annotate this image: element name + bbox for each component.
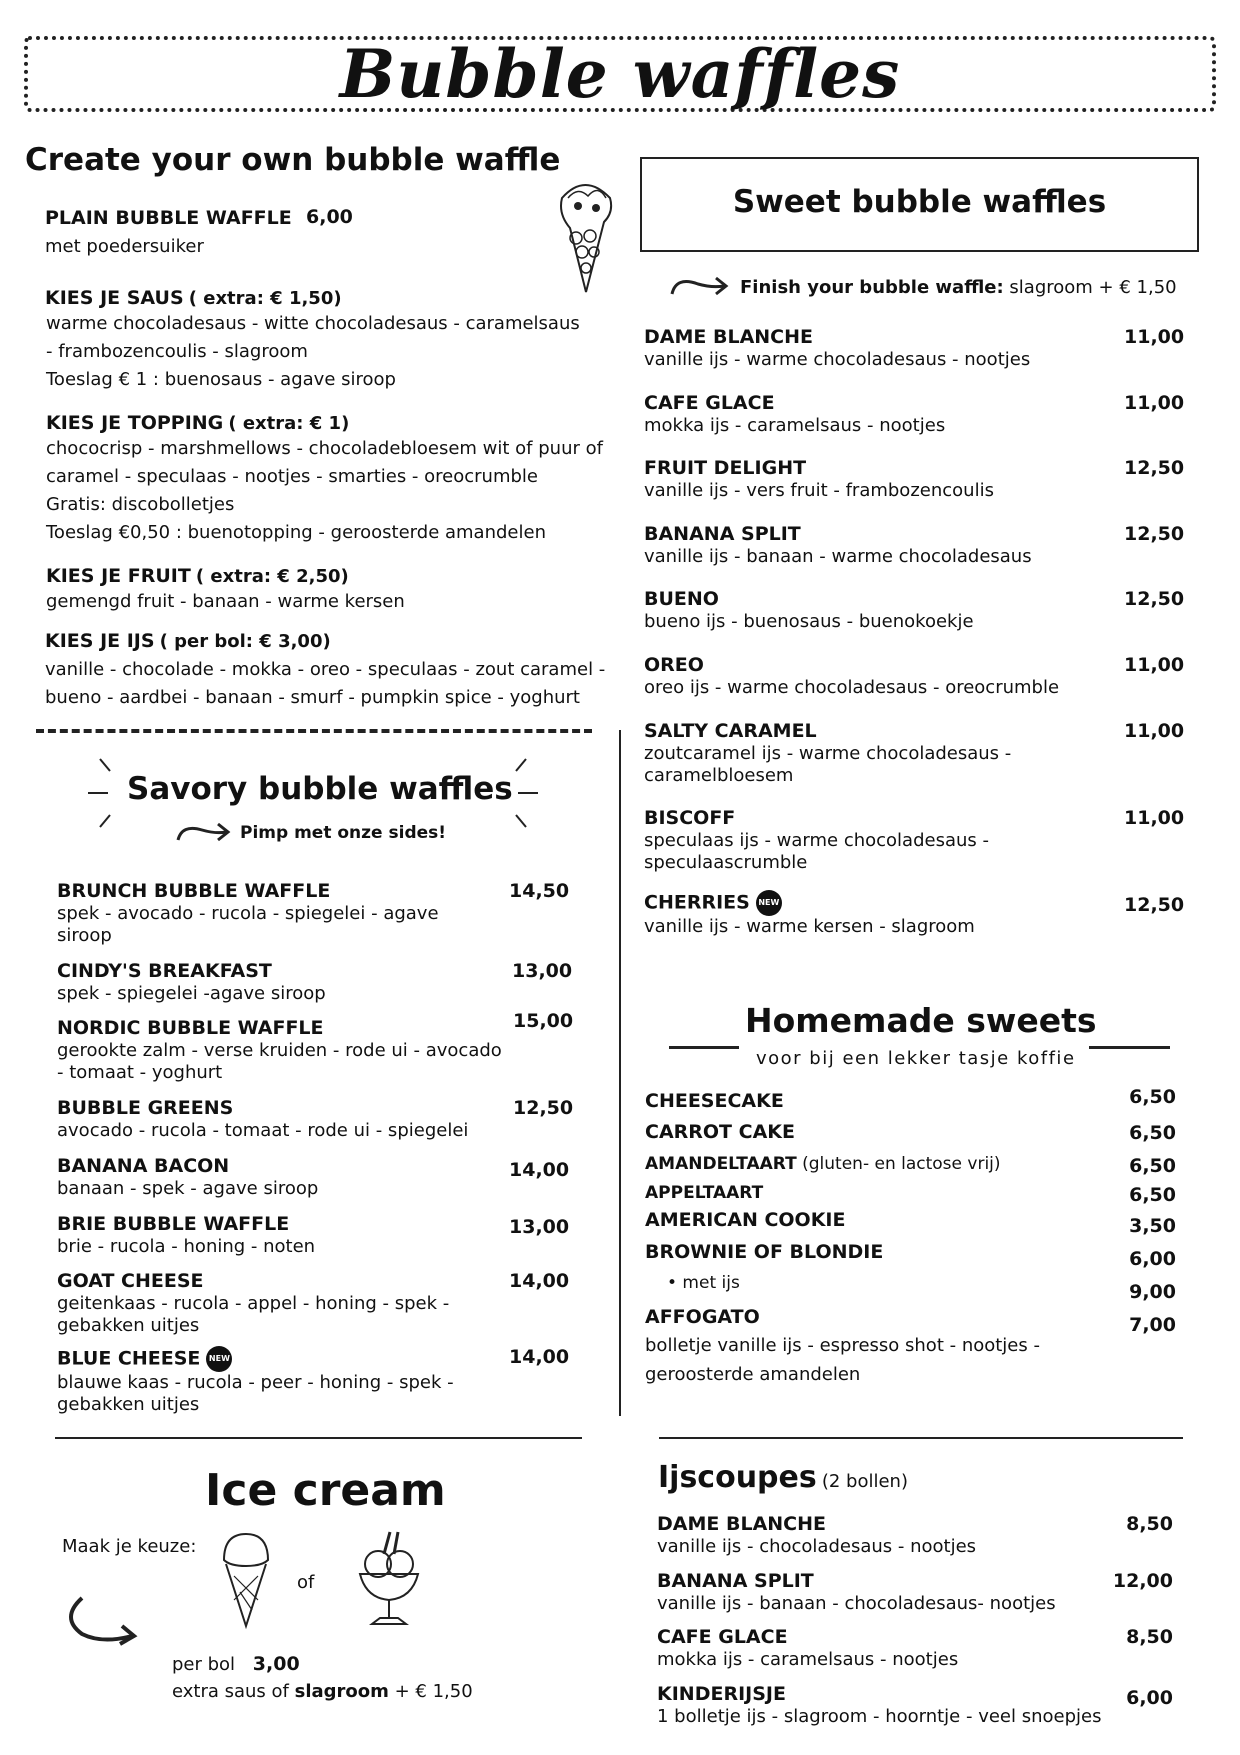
- savory-item: [57, 1346, 577, 1416]
- homemade-rule-right: [1089, 1046, 1170, 1049]
- coupe-item-desc: vanille ijs - chocoladesaus - nootjes: [657, 1536, 977, 1557]
- ijs-line-1: vanille - chocolade - mokka - oreo - speculaas - zout caramel -: [45, 659, 606, 680]
- topping-line-1: chococrisp - marshmellows - chocoladebloesem wit of puur of: [46, 438, 603, 459]
- ijs-line-2: bueno - aardbei - banaan - smurf - pumpkin spice - yoghurt: [45, 687, 580, 708]
- coupe-item-name: DAME BLANCHE: [657, 1513, 826, 1535]
- sweet-item: [644, 457, 1185, 502]
- finish-line: [740, 277, 1177, 298]
- savory-item-name-text: BLUE CHEESE: [57, 1347, 201, 1370]
- coupe-item-price: 8,50: [1126, 1626, 1173, 1648]
- coupe-item-desc: 1 bolletje ijs - slagroom - hoorntje - veel snoepjes: [657, 1706, 1102, 1727]
- savory-item-desc: avocado - rucola - tomaat - rode ui - spiegelei: [57, 1120, 469, 1141]
- carrot-name: CARROT CAKE: [645, 1121, 795, 1143]
- saus-extra: ( extra: € 1,50): [188, 288, 342, 309]
- sweet-item-name: SALTY CARAMEL: [644, 720, 817, 742]
- cheesecake-name: CHEESECAKE: [645, 1090, 784, 1112]
- sweet-item-price: 12,50: [1124, 457, 1185, 479]
- plain-waffle-desc: met poedersuiker: [45, 236, 204, 257]
- coupe-item: [657, 1626, 1177, 1671]
- savory-item-name: BRIE BUBBLE WAFFLE: [57, 1213, 290, 1235]
- coupe-item: [657, 1683, 1177, 1728]
- sweet-item-price: 12,50: [1124, 523, 1185, 545]
- sweet-item: [644, 720, 1185, 787]
- savory-item-price: 14,00: [509, 1159, 570, 1181]
- burst-left-icon: [84, 755, 124, 831]
- savory-item-name: BRUNCH BUBBLE WAFFLE: [57, 880, 331, 902]
- savory-item-name: BANANA BACON: [57, 1155, 230, 1177]
- sweet-item-name-text: CHERRIES: [644, 891, 750, 914]
- savory-item-price: 13,00: [509, 1216, 570, 1238]
- saus-line-3: Toeslag € 1 : buenosaus - agave siroop: [46, 369, 396, 390]
- sweet-item-desc: vanille ijs - vers fruit - frambozencoulis: [644, 480, 994, 501]
- saus-line-1: warme chocoladesaus - witte chocoladesaus - caramelsaus: [46, 313, 580, 334]
- ijscoupes-note: (2 bollen): [821, 1471, 908, 1492]
- arrow-icon: [666, 272, 732, 304]
- coupe-item-price: 12,00: [1112, 1570, 1173, 1592]
- sweet-item-desc: oreo ijs - warme chocoladesaus - oreocrumble: [644, 677, 1060, 698]
- sweet-item-name: FRUIT DELIGHT: [644, 457, 807, 479]
- savory-heading: Savory bubble waffles: [127, 771, 513, 807]
- amandel-note: (gluten- en lactose vrij): [796, 1154, 1001, 1174]
- sweet-item-desc: zoutcaramel ijs - warme chocoladesaus -: [644, 743, 1012, 764]
- sweet-item-name: OREO: [644, 654, 704, 676]
- affogato-desc: bolletje vanille ijs - espresso shot - nootjes -: [645, 1335, 1040, 1356]
- topping-line-3: Gratis: discobolletjes: [46, 494, 235, 515]
- sweet-item-price: 11,00: [1124, 807, 1185, 829]
- finish-label: Finish your bubble waffle:: [740, 277, 1004, 298]
- extra-bold: slagroom: [294, 1681, 389, 1702]
- coupe-item-name: BANANA SPLIT: [657, 1570, 814, 1592]
- savory-item-price: 14,00: [509, 1270, 570, 1292]
- savory-item-name: BUBBLE GREENS: [57, 1097, 234, 1119]
- new-badge-icon: NEW: [756, 890, 782, 916]
- savory-item-desc: gerookte zalm - verse kruiden - rode ui - avocado: [57, 1040, 502, 1061]
- savory-item-desc: blauwe kaas - rucola - peer - honing - spek -: [57, 1372, 454, 1393]
- ijscoupes-heading: Ijscoupes: [658, 1460, 817, 1495]
- saus-label: KIES JE SAUS: [45, 287, 184, 309]
- savory-item: [57, 1270, 577, 1337]
- plain-waffle-price: 6,00: [306, 206, 353, 228]
- brownie-price: 6,00: [1129, 1248, 1176, 1270]
- coupe-item-name: KINDERIJSJE: [657, 1683, 786, 1705]
- sweet-item: [644, 807, 1185, 874]
- affogato-name: AFFOGATO: [645, 1306, 760, 1328]
- fruit-label: KIES JE FRUIT: [46, 565, 191, 587]
- finish-text: slagroom + € 1,50: [1003, 277, 1177, 298]
- savory-item-desc: geitenkaas - rucola - appel - honing - spek -: [57, 1293, 450, 1314]
- new-badge-icon: NEW: [206, 1346, 232, 1372]
- savory-item-desc-2: gebakken uitjes: [57, 1394, 200, 1415]
- cookie-price: 3,50: [1129, 1215, 1176, 1237]
- per-bol-row: [172, 1653, 300, 1675]
- sweet-item-desc: vanille ijs - warme kersen - slagroom: [644, 916, 975, 937]
- sweet-item-price: 11,00: [1124, 654, 1185, 676]
- met-ijs-name: • met ijs: [667, 1273, 740, 1293]
- fruit-line-1: gemengd fruit - banaan - warme kersen: [46, 591, 405, 612]
- sweet-item-name: [644, 890, 1185, 916]
- sweet-item: [644, 523, 1185, 568]
- ijscoupes-rule: [659, 1437, 1183, 1439]
- savory-item-price: 15,00: [513, 1010, 574, 1032]
- affogato-desc-2: geroosterde amandelen: [645, 1364, 861, 1385]
- ice-cream-heading: Ice cream: [205, 1465, 446, 1516]
- savory-item-price: 13,00: [512, 960, 573, 982]
- amandel-row: [645, 1153, 1001, 1176]
- savory-item: [57, 880, 577, 947]
- choose-label: Maak je keuze:: [62, 1536, 197, 1557]
- met-ijs-price: 9,00: [1129, 1281, 1176, 1303]
- savory-item-desc-2: - tomaat - yoghurt: [57, 1062, 223, 1083]
- carrot-price: 6,50: [1129, 1122, 1176, 1144]
- coupe-item-price: 8,50: [1126, 1513, 1173, 1535]
- savory-item-price: 14,50: [509, 880, 570, 902]
- sweet-item-name: BISCOFF: [644, 807, 736, 829]
- column-divider: [619, 730, 621, 1416]
- sweet-item-desc: mokka ijs - caramelsaus - nootjes: [644, 415, 946, 436]
- savory-item-price: 12,50: [513, 1097, 574, 1119]
- savory-item-desc: spek - avocado - rucola - spiegelei - agave: [57, 903, 439, 924]
- ice-cream-rule: [55, 1437, 582, 1439]
- coupe-item: [657, 1570, 1177, 1615]
- savory-item: [57, 960, 577, 1005]
- sweet-item: [644, 890, 1185, 938]
- appel-price: 6,50: [1129, 1184, 1176, 1206]
- topping-line-2: caramel - speculaas - nootjes - smarties - oreocrumble: [46, 466, 538, 487]
- brownie-name: BROWNIE OF BLONDIE: [645, 1241, 884, 1263]
- ice-cream-cup-icon: [354, 1528, 424, 1628]
- savory-item-desc: spek - spiegelei -agave siroop: [57, 983, 326, 1004]
- ijs-label: KIES JE IJS: [45, 630, 155, 652]
- sweet-item-name: CAFE GLACE: [644, 392, 775, 414]
- homemade-rule-left: [669, 1046, 739, 1049]
- sweet-item-price: 11,00: [1124, 326, 1185, 348]
- sweet-item-desc: vanille ijs - banaan - warme chocoladesaus: [644, 546, 1032, 567]
- sweet-item: [644, 588, 1185, 633]
- fruit-option: [46, 565, 349, 587]
- sweet-item-price: 11,00: [1124, 392, 1185, 414]
- extra-row: [172, 1681, 473, 1702]
- coupe-item-name: CAFE GLACE: [657, 1626, 788, 1648]
- sweet-item-desc: speculaas ijs - warme chocoladesaus -: [644, 830, 989, 851]
- saus-option: [45, 287, 342, 309]
- savory-item-name: GOAT CHEESE: [57, 1270, 204, 1292]
- sweet-heading: Sweet bubble waffles: [732, 184, 1107, 220]
- ice-cream-cone-icon: [218, 1530, 274, 1630]
- dashed-divider: [36, 729, 592, 733]
- homemade-heading: Homemade sweets: [745, 1001, 1097, 1040]
- per-bol-price: 3,00: [252, 1653, 300, 1675]
- coupe-item-desc: vanille ijs - banaan - chocoladesaus- nootjes: [657, 1593, 1056, 1614]
- saus-line-2: - frambozencoulis - slagroom: [46, 341, 308, 362]
- savory-item: [57, 1155, 577, 1200]
- affogato-price: 7,00: [1129, 1314, 1176, 1336]
- amandel-name: AMANDELTAART: [645, 1154, 797, 1174]
- savory-item-name: CINDY'S BREAKFAST: [57, 960, 272, 982]
- coupe-item-desc: mokka ijs - caramelsaus - nootjes: [657, 1649, 959, 1670]
- topping-label: KIES JE TOPPING: [46, 412, 224, 434]
- topping-extra: ( extra: € 1): [228, 413, 350, 434]
- or-text: of: [297, 1572, 315, 1593]
- ijs-option: [45, 630, 331, 652]
- savory-item-desc: brie - rucola - honing - noten: [57, 1236, 316, 1257]
- sweet-item-desc: bueno ijs - buenosaus - buenokoekje: [644, 611, 974, 632]
- bubble-waffle-cone-icon: [548, 168, 622, 296]
- coupe-item: [657, 1513, 1177, 1558]
- sweet-item-price: 12,50: [1124, 588, 1185, 610]
- savory-item-name: NORDIC BUBBLE WAFFLE: [57, 1017, 324, 1039]
- savory-item-desc-2: gebakken uitjes: [57, 1315, 200, 1336]
- savory-item: [57, 1097, 577, 1142]
- sweet-item-desc-2: speculaascrumble: [644, 852, 808, 873]
- cookie-name: AMERICAN COOKIE: [645, 1209, 846, 1231]
- savory-item-name: [57, 1346, 577, 1372]
- plain-waffle-name: PLAIN BUBBLE WAFFLE: [45, 207, 292, 229]
- homemade-sub: voor bij een lekker tasje koffie: [756, 1048, 1076, 1069]
- page-title: Bubble waffles: [339, 35, 901, 113]
- sweet-item-name: BANANA SPLIT: [644, 523, 801, 545]
- per-bol-label: per bol: [172, 1654, 236, 1675]
- savory-item: [57, 1010, 577, 1084]
- topping-option: [46, 412, 349, 434]
- sweet-item-name: DAME BLANCHE: [644, 326, 813, 348]
- ijs-extra: ( per bol: € 3,00): [159, 631, 331, 652]
- savory-sub: Pimp met onze sides!: [240, 823, 447, 843]
- sweet-item-name: BUENO: [644, 588, 719, 610]
- savory-item-desc-2: siroop: [57, 925, 112, 946]
- arrow-icon: [172, 820, 232, 848]
- savory-item-desc: banaan - spek - agave siroop: [57, 1178, 319, 1199]
- amandel-price: 6,50: [1129, 1155, 1176, 1177]
- topping-line-4: Toeslag €0,50 : buenotopping - geroosterde amandelen: [46, 522, 546, 543]
- sweet-item-price: 12,50: [1124, 894, 1185, 916]
- fruit-extra: ( extra: € 2,50): [195, 566, 349, 587]
- sweet-item: [644, 326, 1185, 371]
- sweet-item-price: 11,00: [1124, 720, 1185, 742]
- sweet-item-desc-2: caramelbloesem: [644, 765, 794, 786]
- curved-arrow-icon: [58, 1592, 142, 1652]
- appel-name: APPELTAART: [645, 1183, 764, 1203]
- ijscoupes-title: [658, 1460, 908, 1495]
- savory-item: [57, 1213, 577, 1258]
- sweet-item: [644, 392, 1185, 437]
- savory-item-price: 14,00: [509, 1346, 570, 1368]
- extra-pre: extra saus of: [172, 1681, 295, 1702]
- coupe-item-price: 6,00: [1126, 1687, 1173, 1709]
- sweet-item-desc: vanille ijs - warme chocoladesaus - nootjes: [644, 349, 1031, 370]
- cheesecake-price: 6,50: [1129, 1086, 1176, 1108]
- sweet-item: [644, 654, 1185, 699]
- extra-post: + € 1,50: [388, 1681, 473, 1702]
- create-heading: Create your own bubble waffle: [25, 142, 561, 178]
